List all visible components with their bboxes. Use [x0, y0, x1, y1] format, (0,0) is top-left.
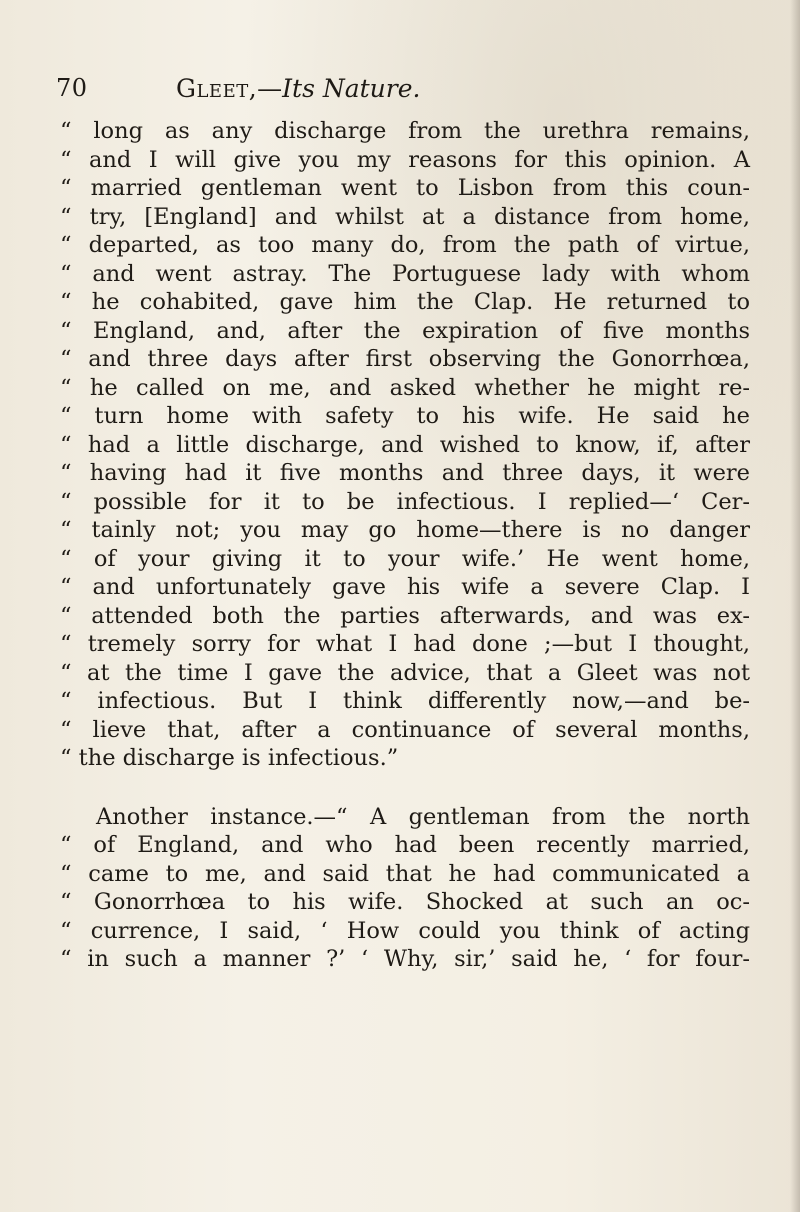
- text-line: “ lieve that, after a continuance of several months,: [60, 716, 750, 743]
- text-line: “ tainly not; you may go home—there is no danger: [60, 517, 750, 543]
- text-line: “ married gentleman went to Lisbon from this coun-: [60, 175, 750, 201]
- text-line: “ came to me, and said that he had communicated a: [60, 860, 750, 887]
- text-line: “ of England, and who had been recently married,: [60, 832, 750, 858]
- text-line: “ Gonorrhœa to his wife. Shocked at such an oc-: [60, 889, 750, 915]
- text-line: “ England, and, after the expiration of five months: [60, 317, 750, 344]
- text-line: “ he called on me, and asked whether he might re-: [60, 374, 750, 401]
- page-header: [56, 74, 760, 110]
- text-line: “ and I will give you my reasons for this opinion. A: [60, 146, 750, 173]
- text-line: “ the discharge is infectious.”: [60, 745, 399, 771]
- paragraph-1: [60, 117, 750, 773]
- running-head-caps: Gleet,: [176, 74, 258, 103]
- text-line: “ and went astray. The Portuguese lady with whom: [60, 260, 750, 287]
- page-edge-shadow: [790, 0, 800, 1212]
- text-line: “ he cohabited, gave him the Clap. He returned to: [60, 289, 750, 315]
- text-line: “ possible for it to be infectious. I replied—‘ Cer-: [60, 488, 750, 515]
- text-line: “ in such a manner ?’ ‘ Why, sir,’ said he, ‘ for four-: [60, 946, 750, 972]
- text-line: “ and unfortunately gave his wife a severe Clap. I: [60, 574, 750, 600]
- page-number: 70: [56, 74, 88, 102]
- text-line: “ and three days after first observing the Gonorrhœa,: [60, 346, 750, 372]
- running-head: [176, 74, 420, 103]
- text-line: “ currence, I said, ‘ How could you think of acting: [60, 917, 750, 944]
- running-head-dash: —: [257, 74, 283, 103]
- text-line: “ departed, as too many do, from the path of virtue,: [60, 232, 750, 258]
- text-line: “ tremely sorry for what I had done ;—but I thought,: [60, 631, 750, 657]
- text-line: “ long as any discharge from the urethra remains,: [60, 118, 750, 144]
- text-line: “ at the time I gave the advice, that a Gleet was not: [60, 659, 750, 686]
- text-line: “ having had it five months and three days, it were: [60, 460, 750, 486]
- text-line: “ turn home with safety to his wife. He said he: [60, 403, 750, 429]
- paragraph-2: [60, 803, 750, 974]
- paragraph-gap: [60, 773, 750, 803]
- body-text: [60, 117, 750, 974]
- running-head-italic: Its Nature.: [282, 74, 421, 103]
- text-line: “ attended both the parties afterwards, and was ex-: [60, 602, 750, 629]
- text-line: “ of your giving it to your wife.’ He went home,: [60, 545, 750, 572]
- text-line: Another instance.—“ A gentleman from the north: [96, 803, 750, 830]
- text-line: “ infectious. But I think differently now,—and be-: [60, 688, 750, 714]
- text-line: “ try, [England] and whilst at a distance from home,: [60, 203, 750, 230]
- text-line: “ had a little discharge, and wished to know, if, after: [60, 431, 750, 458]
